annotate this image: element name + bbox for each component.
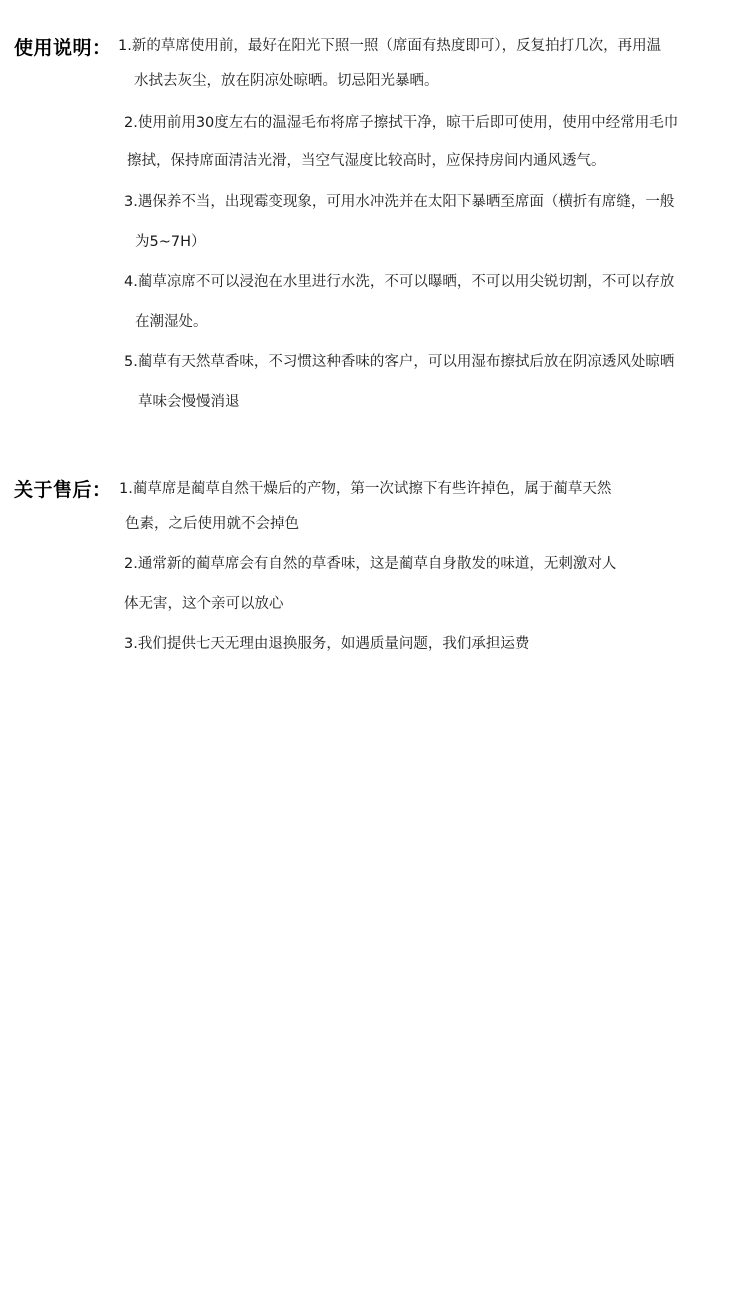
usage-item-1-line-2: 水拭去灰尘，放在阴凉处晾晒。切忌阳光暴晒。: [134, 73, 439, 89]
usage-item-2-line-2: 擦拭，保持席面清洁光滑，当空气湿度比较高时，应保持房间内通风透气。: [127, 153, 606, 169]
after-sales-item-2-line-1: 2.通常新的蔺草席会有自然的草香味，这是蔺草自身散发的味道，无刺激对人: [124, 556, 617, 572]
usage-item-4-line-1: 4.蔺草凉席不可以浸泡在水里进行水洗，不可以曝晒，不可以用尖锐切割，不可以存放: [124, 274, 675, 290]
usage-item-5-line-2: 草味会慢慢消退: [138, 394, 240, 410]
usage-item-5-line-1: 5.蔺草有天然草香味，不习惯这种香味的客户，可以用湿布擦拭后放在阴凉透风处晾晒: [124, 354, 675, 370]
after-sales-item-1-line-1: 1.蔺草席是蔺草自然干燥后的产物，第一次试擦下有些许掉色，属于蔺草天然: [119, 481, 612, 497]
after-sales-item-2-line-2: 体无害，这个亲可以放心: [124, 596, 284, 612]
usage-item-3-line-1: 3.遇保养不当，出现霉变现象，可用水冲洗并在太阳下暴晒至席面（横折有席缝，一般: [124, 194, 675, 210]
after-sales-item-1-line-2: 色素，之后使用就不会掉色: [125, 516, 299, 532]
usage-item-3-line-2: 为5~7H）: [135, 234, 206, 250]
usage-item-2-line-1: 2.使用前用30度左右的温湿毛布将席子擦拭干净，晾干后即可使用，使用中经常用毛巾: [124, 115, 679, 131]
usage-instructions-title: 使用说明：: [14, 37, 112, 59]
usage-item-1-line-1: 1.新的草席使用前，最好在阳光下照一照（席面有热度即可），反复拍打几次，再用温: [118, 38, 662, 54]
usage-item-4-line-2: 在潮湿处。: [135, 314, 208, 330]
after-sales-title: 关于售后：: [14, 479, 112, 501]
after-sales-item-3-line-1: 3.我们提供七天无理由退换服务，如遇质量问题，我们承担运费: [124, 636, 530, 652]
